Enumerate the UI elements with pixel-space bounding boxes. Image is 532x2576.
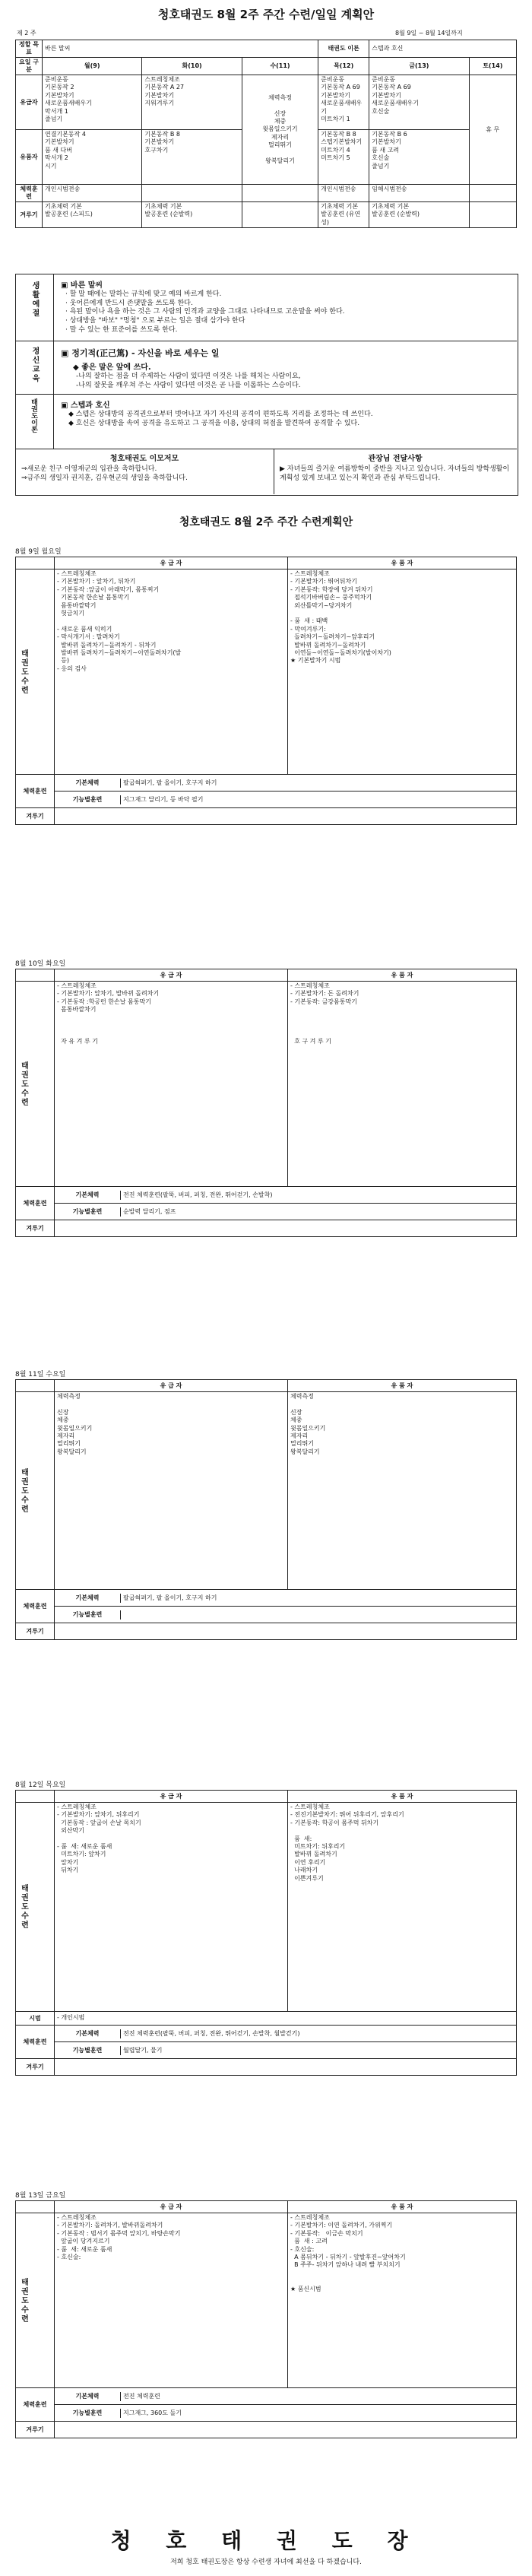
theory-label: 태권도이론 xyxy=(30,398,37,433)
demo-label: 시범 xyxy=(16,2012,55,2026)
phys-basic-label: 기본체력 xyxy=(55,2029,121,2038)
row-label-phys: 체력훈련 xyxy=(16,185,43,202)
day-table xyxy=(15,2200,517,2438)
phys-basic-label: 기본체력 xyxy=(55,2392,121,2401)
phys-skill-label: 기능별훈련 xyxy=(55,795,121,804)
mind-line: -나의 잘하는 점을 더 주제하는 사람이 있다면 이것은 나를 해치는 사람이요, xyxy=(76,373,301,380)
col-kup: 유 급 자 xyxy=(55,1380,288,1392)
day-table xyxy=(15,557,517,825)
phys-label: 체력훈련 xyxy=(16,2026,55,2059)
theme-value: 바른 말씨 xyxy=(43,40,318,58)
thu-dan: 기본동작 B 8 스텝기본발차기 미트차기 4 미트차기 5 xyxy=(318,130,369,185)
life-line: · 할 말 때에는 말하는 규칙에 맞고 예의 바르게 한다. xyxy=(65,290,222,298)
theme-label: 정할 목표 xyxy=(16,40,43,58)
col-kup: 유 급 자 xyxy=(55,2201,288,2213)
col-dan: 유 품 자 xyxy=(288,1791,517,1803)
thu-phys: 개인시범전송 xyxy=(318,185,369,202)
weekly-table xyxy=(15,40,517,228)
spar-content xyxy=(55,1220,517,1237)
notice-title: 청호태권도 이모저모 xyxy=(109,455,179,463)
dan-content: - 스트레칭체조 - 기본발차기: 이연 돌려차기, 가위찍기 - 기본동작: 이금손 막치기 품 새 : 고려 - 호신술: A 몸뒤차기 - 뒤차기 - 앞발후진~앞어차기 B 주주- 뒤차기 앞하나 내려 빨 부치치기 ★ 품신시범 xyxy=(288,2213,517,2388)
theory-lines xyxy=(68,411,509,428)
phys-basic: 팔굽혀펴기, 팔 올이기, 호구지 하기 xyxy=(123,1594,217,1601)
tkd-theory-label: 태권도 이론 xyxy=(318,40,369,58)
side-tkd: 태권도수련 xyxy=(19,649,28,695)
life-line: · 웃어른에게 반드시 존댓말을 쓰도록 한다. xyxy=(65,299,193,307)
thu-kup: 준비운동 기본동작 A 69 기본발차기 새로운품새배우기 미트차기 1 xyxy=(318,75,369,130)
col-dan: 유 품 자 xyxy=(288,1380,517,1392)
fri-spar: 기초체력 기본 발공훈련 (순발력) xyxy=(369,202,469,228)
col-dan: 유 품 자 xyxy=(288,969,517,982)
tue-dan: 기본동작 B 8 기본발차기 호구차기 xyxy=(142,130,242,185)
row-label-kup: 유급자 xyxy=(16,75,43,130)
mon-kup: 준비운동 기본동작 2 기본발차기 새로운품새배우기 막서개 1 줄넘기 xyxy=(43,75,142,130)
side-tkd: 태권도수련 xyxy=(19,1884,28,1930)
life-line: · 욕된 말이나 욕을 하는 것은 그 사람의 인격과 교양을 그대로 나타내므로 고운말을 써야 한다. xyxy=(65,308,345,316)
week-number: 제 2 주 xyxy=(17,30,36,36)
page-title: 청호태권도 8월 2주 주간 수련/일일 계획안 xyxy=(157,8,375,21)
footer-slogan: 저희 청호 태권도장은 항상 수련생 자녀에 최선을 다 하겠습니다. xyxy=(170,2559,362,2566)
phys-basic-label: 기본체력 xyxy=(55,1594,121,1603)
day-table xyxy=(15,969,517,1237)
thu-spar: 기초체력 기본 발공훈련 (유연성) xyxy=(318,202,369,228)
spar-label: 겨루기 xyxy=(16,1220,55,1237)
phys-skill-label: 기능별훈련 xyxy=(55,1610,121,1620)
tkd-theory-value: 스텝과 호신 xyxy=(369,40,517,58)
spar-content xyxy=(55,1623,517,1640)
phys-basic: 팔굽혀펴기, 팔 올이기, 호구지 하기 xyxy=(123,779,217,786)
phys-basic: 전진 체력훈련(팔뚝, 버피, 퍼칭, 전완, 뛰어걷기, 손발착, 월발걷기) xyxy=(123,2029,300,2037)
spar-content xyxy=(55,808,517,825)
dan-content: - 스트레칭체조 - 기본발차기: 돈 돌려차기 - 기본동작: 금강몸통막기 호 구 겨 루 기 xyxy=(288,982,517,1187)
phys-label: 체력훈련 xyxy=(16,1590,55,1623)
tue-kup: 스트레칭체조 기본동작 A 27 기본발차기 지워겨루기 xyxy=(142,75,242,130)
wed-all: 체력측정 신장 체중 윗몸일으키기 제자리 멀리뛰기 왕복달리기 xyxy=(242,75,318,185)
day-date: 8월 13일 금요일 xyxy=(15,2192,66,2200)
row-label-dan: 유품자 xyxy=(16,130,43,185)
col-dan: 유 품 자 xyxy=(288,2201,517,2213)
day-date: 8월 12일 목요일 xyxy=(15,1781,66,1789)
day-table xyxy=(15,1379,517,1640)
life-label: 생활예절 xyxy=(30,281,39,318)
plan-title: 청호태권도 8월 2주 주간 수련계획안 xyxy=(179,516,353,528)
row-label-spar: 겨루기 xyxy=(16,202,43,228)
spar-content xyxy=(55,2422,517,2438)
kup-content: - 스트레칭체조 - 기본발차기 : 앞차기, 뒤차기 - 기본동작 :앞굽이 아래막기, 몸통찌기 기본동작 한손날 몸통막기 몸통바깥막기 헛금치기 - 새로운 품새 익히기 - 막서개기서 : 말려차기 발바뀌 돌려차기~돌려차기 - 뒤차기 발바뀌 돌려차기~돌려차기~이연돌려차기(발 등) - 응의 검사 xyxy=(55,569,288,775)
phys-skill: 지그재그 달리기, 등 바닥 필기 xyxy=(123,795,204,803)
col-dan: 유 품 자 xyxy=(288,557,517,569)
parent-text: ▶ 자녀들의 즐거운 여름방학이 중반을 지나고 있습니다. 자녀들의 방학생활이 계획성 있게 보내고 있는지 확인과 관심 부탁드립니다. xyxy=(280,465,512,482)
fri-phys: 임해시범전송 xyxy=(369,185,469,202)
day-table xyxy=(15,1790,517,2076)
phys-label: 체력훈련 xyxy=(16,775,55,808)
tue-spar: 기초체력 기본 발공훈련 (순발력) xyxy=(142,202,242,228)
mind-label: 정신교육 xyxy=(30,347,39,383)
spar-label: 겨루기 xyxy=(16,2422,55,2438)
life-title: ▣ 바른 말씨 xyxy=(61,281,103,290)
sat-all: 휴 무 xyxy=(469,75,516,185)
phys-basic: 전진 체력훈련(팔뚝, 버피, 퍼칭, 전완, 뛰어걷기, 손발착) xyxy=(123,1191,273,1198)
kup-content: - 스트레칭체조 - 기본발차기: 앞차기, 발바뀌 돌려차기 - 기본동작 :학공런 한손날 몸통막기 몸통바깥차기 자 유 겨 루 기 xyxy=(55,982,288,1187)
parent-title: 관장님 전달사항 xyxy=(368,455,423,463)
day-fri: 금(13) xyxy=(369,58,469,75)
mon-phys: 개인시범전송 xyxy=(43,185,142,202)
phys-basic-label: 기본체력 xyxy=(55,779,121,788)
life-line: · 상대방을 "바보" "멍청" 으로 부르는 일은 절대 삼가야 한다 xyxy=(65,317,245,325)
day-mon: 월(9) xyxy=(43,58,142,75)
phys-label: 체력훈련 xyxy=(16,1187,55,1220)
day-date: 8월 10일 화요일 xyxy=(15,960,66,968)
day-date: 8월 9일 월요일 xyxy=(15,548,62,556)
phys-skill: 순발력 달리기, 점프 xyxy=(123,1207,176,1215)
side-tkd: 태권도수련 xyxy=(19,2277,28,2324)
phys-skill: 월렵달기, 물기 xyxy=(123,2046,163,2054)
life-lines xyxy=(65,290,506,335)
dan-content: - 스트레칭체조 - 기본발차기: 뛰어뒤차기 - 기본동작: 학장에 당겨 뒤차기 접석기바버림손~ 뭉주먹차기 외산틀막기~당겨차기 - 품 새 : 태백 - 막여겨루기: 돌려차기~돌려차기~앞후리기 발바뀌 돌려차기~돌려차기 이연돌~이연돌~돌려차기(발이차기) ★ 기본발차기 시범 xyxy=(288,569,517,775)
day-tue: 화(10) xyxy=(142,58,242,75)
day-header-cell: 요일 구분 xyxy=(16,58,43,75)
kup-content: 체력측정 신장 체중 윗몸일으키기 제자리 멀리뛰기 왕복달리기 xyxy=(55,1392,288,1590)
day-wed: 수(11) xyxy=(242,58,318,75)
dan-content: - 스트레칭체조 - 전진기본발차기: 뛰어 뒤후리기, 앞후리기 - 기본동작: 학공이 몸주먹 뒤차기 품 새: 미트차기: 뒤후리기 발바뀌 돌려차기 이연 후리기 나래차기 이쁜겨루기 xyxy=(288,1803,517,2012)
theory-title: ▣ 스텝과 호신 xyxy=(61,401,110,410)
phys-skill-label: 기능별훈련 xyxy=(55,2409,121,2418)
mon-spar: 기초체력 기본 발공훈련 (스피드) xyxy=(43,202,142,228)
theory-line: ◆ 호신은 상대방을 속여 공격을 유도하고 그 공격을 이용, 상대의 허점을 발견하여 공격할 수 있다. xyxy=(68,419,360,427)
fri-dan: 기본동작 B 6 기본발차기 품 새 고려 호신술 줄넘기 xyxy=(369,130,469,185)
phys-skill-label: 기능별훈련 xyxy=(55,2046,121,2055)
day-sat: 토(14) xyxy=(469,58,516,75)
mind-sub: ◆ 좋은 말은 앞에 쓰다. xyxy=(73,363,151,372)
phys-skill: 지그재그, 360도 돌기 xyxy=(123,2409,182,2416)
theory-line: ◆ 스텝은 상대방의 공격권으로부터 벗어나고 자기 자신의 공격이 편하도록 거리를 조정하는 데 쓰인다. xyxy=(68,411,373,418)
col-kup: 유 급 자 xyxy=(55,557,288,569)
notice-text: ⇒새로운 친구 이영재군의 입관을 축하합니다. ⇒금주의 생일자 권지훈, 김우현군의 생일을 축하합니다. xyxy=(21,465,188,482)
day-thu: 목(12) xyxy=(318,58,369,75)
side-tkd: 태권도수련 xyxy=(19,1467,28,1514)
side-tkd: 태권도수련 xyxy=(19,1061,28,1107)
spar-content xyxy=(55,2059,517,2076)
col-kup: 유 급 자 xyxy=(55,1791,288,1803)
col-kup: 유 급 자 xyxy=(55,969,288,982)
mind-lines xyxy=(76,373,509,390)
phys-skill xyxy=(121,1610,517,1620)
phys-basic: 전진 체력훈련 xyxy=(123,2392,160,2400)
mind-title: ▣ 정기적(正己篤) - 자신을 바로 세우는 일 xyxy=(61,348,220,358)
date-range: 8월 9일 ~ 8월 14일까지 xyxy=(395,30,463,36)
fri-kup: 준비운동 기본동작 A 69 기본발차기 새로운품새배우기 호신술 xyxy=(369,75,469,130)
mon-dan: 연결기본동작 4 기본발차기 품 새 다버 막서개 2 시기 xyxy=(43,130,142,185)
spar-label: 겨루기 xyxy=(16,808,55,825)
kup-content: - 스트레칭체조 - 기본발차기: 앞차기, 뒤후리기 기본동작 : 앞굽이 손날 목치기 외산막기 - 품 새: 새로운 품새 미트차기: 앞차기 앞차기 뒤차기 xyxy=(55,1803,288,2012)
divider xyxy=(15,394,517,395)
phys-label: 체력훈련 xyxy=(16,2388,55,2422)
dan-content: 체력측정 신장 체중 윗몸일으키기 제자리 멀리뛰기 왕복달리기 xyxy=(288,1392,517,1590)
phys-basic-label: 기본체력 xyxy=(55,1191,121,1200)
life-line: · 말 수 있는 한 표준어를 쓰도록 한다. xyxy=(65,325,178,334)
mind-line: -나의 잘못을 깨우쳐 주는 사람이 있다면 이것은 곧 나를 이롭하는 스승이다. xyxy=(76,381,301,389)
kup-content: - 스트레칭체조 - 기본발차기: 돌려차기, 발바뀌돌려차기 - 기본동작 : 범서기 몸주먹 앞치기, 바탕손막기 앞굽이 당겨지르기 - 품 새: 새로운 품새 - 호신술: xyxy=(55,2213,288,2388)
spar-label: 겨루기 xyxy=(16,2059,55,2076)
spar-label: 겨루기 xyxy=(16,1623,55,1640)
footer-gym-name: 청 호 태 권 도 장 xyxy=(110,2528,422,2553)
demo-content: - 개인시범 xyxy=(55,2012,517,2026)
phys-skill-label: 기능별훈련 xyxy=(55,1207,121,1217)
day-date: 8월 11일 수요일 xyxy=(15,1371,66,1378)
